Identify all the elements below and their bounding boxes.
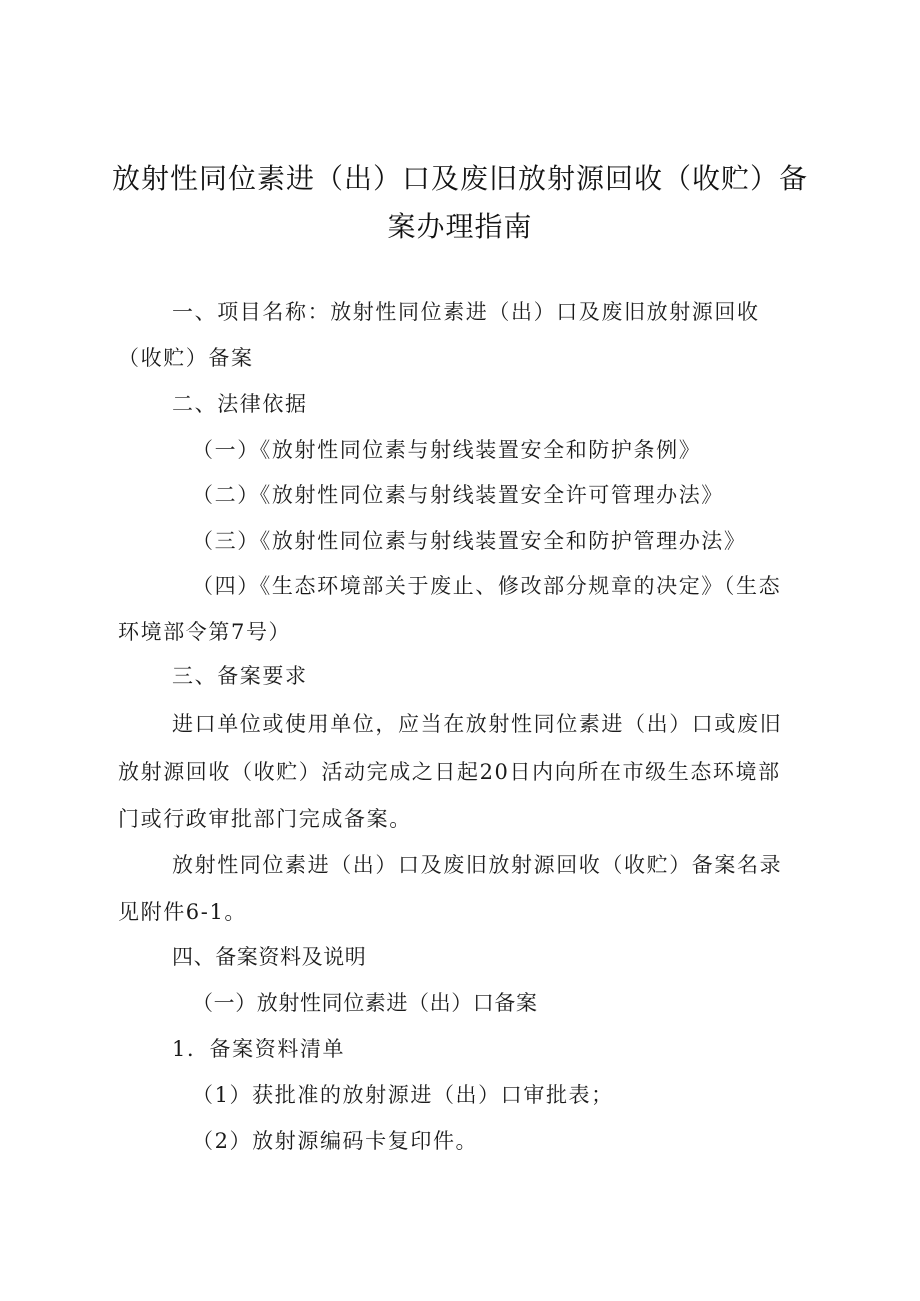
materials-list-item-1: （1）获批准的放射源进（出）口审批表；: [192, 1083, 614, 1107]
filing-requirement-para-1-cont: 放射源回收（收贮）活动完成之日起20日内向所在市级生态环境部: [118, 760, 781, 784]
section-1-project-name-cont: （收贮）备案: [118, 346, 254, 370]
legal-basis-item-1: （一）《放射性同位素与射线装置安全和防护条例》: [192, 438, 702, 462]
legal-basis-item-3: （三）《放射性同位素与射线装置安全和防护管理办法》: [192, 529, 747, 553]
filing-requirement-para-1: 进口单位或使用单位，应当在放射性同位素进（出）口或废旧: [172, 712, 783, 736]
filing-requirement-para-1-end: 门或行政审批部门完成备案。: [118, 807, 412, 831]
section-4-subheading-1: （一）放射性同位素进（出）口备案: [192, 991, 538, 1015]
materials-list-heading: 1．备案资料清单: [172, 1037, 346, 1061]
materials-list-item-2: （2）放射源编码卡复印件。: [192, 1129, 479, 1153]
legal-basis-item-4-cont: 环境部令第7号）: [118, 620, 292, 644]
filing-requirement-para-2-cont: 见附件6-1。: [118, 900, 248, 924]
section-4-heading: 四、备案资料及说明: [172, 945, 367, 969]
section-2-heading: 二、法律依据: [172, 392, 308, 416]
filing-requirement-para-2: 放射性同位素进（出）口及废旧放射源回收（收贮）备案名录: [172, 853, 783, 877]
section-1-project-name: 一、项目名称：放射性同位素进（出）口及废旧放射源回收: [172, 300, 760, 324]
legal-basis-item-2: （二）《放射性同位素与射线装置安全许可管理办法》: [192, 483, 724, 507]
section-3-heading: 三、备案要求: [172, 664, 308, 688]
document-title-line-1: 放射性同位素进（出）口及废旧放射源回收（收贮）备: [111, 162, 808, 195]
legal-basis-item-4: （四）《生态环境部关于废止、修改部分规章的决定》（生态: [192, 574, 782, 598]
document-title-line-2: 案办理指南: [387, 210, 533, 243]
